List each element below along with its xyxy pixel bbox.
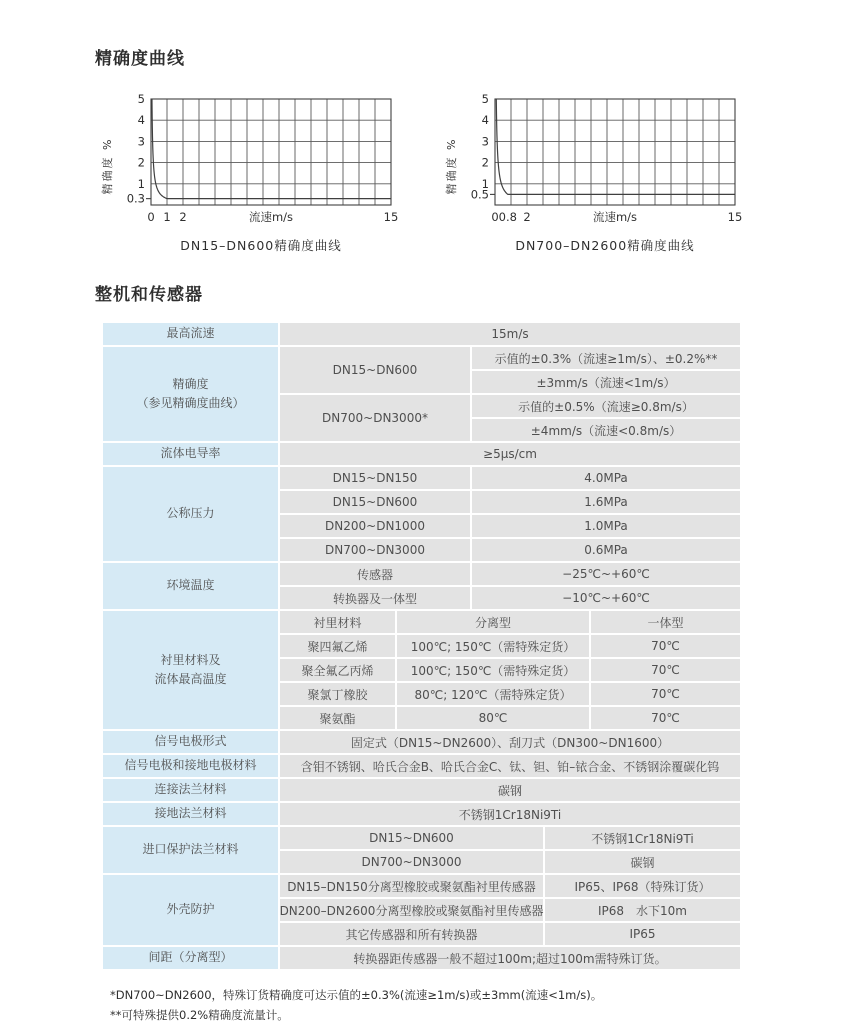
spec-value: 不锈钢1Cr18Ni9Ti (280, 803, 740, 825)
svg-text:3: 3 (481, 134, 489, 149)
spec-value: 80℃ (397, 707, 589, 729)
page-title-machine-and-sensor: 整机和传感器 (95, 285, 203, 305)
spec-value: 15m/s (280, 323, 740, 345)
spec-label: 公称压力 (103, 467, 278, 561)
spec-label: 进口保护法兰材料 (103, 827, 278, 873)
spec-range: 其它传感器和所有转换器 (280, 923, 543, 945)
spec-value: −25℃~+60℃ (472, 563, 740, 585)
spec-label: 环境温度 (103, 563, 278, 609)
spec-value: −10℃~+60℃ (472, 587, 740, 609)
svg-text:2: 2 (179, 210, 187, 224)
row-ambient-temp (103, 563, 740, 609)
row-ground-flange (103, 803, 740, 825)
footnote-1: *DN700~DN2600，特殊订货精确度可达示值的±0.3%(流速≥1m/s)或±3mm(流速<1m/s)。 (110, 988, 603, 1002)
spec-range: DN15~DN600 (280, 827, 543, 849)
chart-caption: DN15–DN600精确度曲线 (180, 238, 342, 253)
footnote-2: **可特殊提供0.2%精确度流量计。 (110, 1008, 289, 1023)
svg-text:5: 5 (481, 92, 489, 106)
spec-value: 4.0MPa (472, 467, 740, 489)
svg-text:1: 1 (163, 210, 171, 224)
spec-value: ±4mm/s（流速<0.8m/s） (472, 419, 740, 441)
spec-range: DN15~DN600 (280, 491, 470, 513)
spec-value: 固定式（DN15~DN2600）、刮刀式（DN300~DN1600） (280, 731, 740, 753)
svg-text:0: 0 (147, 210, 155, 224)
row-lining (103, 611, 740, 729)
svg-text:0.5: 0.5 (470, 187, 489, 202)
chart-block-dn15-dn600 (99, 91, 407, 254)
spec-label: 衬里材料及 流体最高温度 (103, 611, 278, 729)
svg-text:3: 3 (137, 134, 145, 149)
spec-value: 100℃; 150℃（需特殊定货） (397, 635, 589, 657)
spec-value: IP68 水下10m (545, 899, 740, 921)
spec-label: 信号电极形式 (103, 731, 278, 753)
spec-label: 流体电导率 (103, 443, 278, 465)
spec-value: 70℃ (591, 707, 740, 729)
spec-value: 不锈钢1Cr18Ni9Ti (545, 827, 740, 849)
accuracy-chart-dn15-dn600 (115, 91, 407, 229)
spec-value: 转换器距传感器一般不超过100m;超过100m需特殊订货。 (280, 947, 740, 969)
svg-text:4: 4 (481, 113, 489, 128)
row-electrode-form (103, 731, 740, 753)
svg-text:2: 2 (481, 155, 489, 170)
svg-text:流速m/s: 流速m/s (592, 210, 638, 224)
spec-value: ≥5μs/cm (280, 443, 740, 465)
row-max-speed (103, 323, 740, 345)
spec-range: DN15~DN150 (280, 467, 470, 489)
y-axis-label: 精确度 % (101, 137, 114, 194)
spec-label: 外壳防护 (103, 875, 278, 945)
spec-value: 70℃ (591, 635, 740, 657)
svg-text:15: 15 (727, 210, 743, 224)
spec-label: 精确度 （参见精确度曲线） (103, 347, 278, 441)
spec-value: 含钼不锈钢、哈氏合金B、哈氏合金C、钛、钽、铂–铱合金、不锈钢涂覆碳化钨 (280, 755, 740, 777)
spec-label: 最高流速 (103, 323, 278, 345)
spec-range: DN200~DN1000 (280, 515, 470, 537)
footnotes (110, 985, 854, 1025)
chart-block-dn700-dn2600 (443, 91, 751, 254)
spec-value: 1.0MPa (472, 515, 740, 537)
row-enclosure (103, 875, 740, 945)
accuracy-chart-dn700-dn2600 (459, 91, 751, 229)
spec-range: DN15~DN600 (280, 347, 470, 393)
spec-label: 信号电极和接地电极材料 (103, 755, 278, 777)
spec-range: 聚氨酯 (280, 707, 395, 729)
chart-caption: DN700–DN2600精确度曲线 (515, 238, 695, 253)
spec-value: IP65、IP68（特殊订货） (545, 875, 740, 897)
spec-range: 转换器及一体型 (280, 587, 470, 609)
spec-range: DN15–DN150分离型橡胶或聚氨酯衬里传感器 (280, 875, 543, 897)
accuracy-charts-row (99, 91, 854, 254)
svg-text:0.3: 0.3 (126, 191, 145, 206)
spec-range: DN200–DN2600分离型橡胶或聚氨酯衬里传感器 (280, 899, 543, 921)
column-header: 分离型 (397, 611, 589, 633)
spec-value: 100℃; 150℃（需特殊定货） (397, 659, 589, 681)
spec-value: 示值的±0.5%（流速≥0.8m/s） (472, 395, 740, 417)
spec-range: DN700~DN3000 (280, 539, 470, 561)
spec-value: 示值的±0.3%（流速≥1m/s）、±0.2%** (472, 347, 740, 369)
row-accuracy (103, 347, 740, 441)
column-header: 一体型 (591, 611, 740, 633)
spec-range: 聚四氟乙烯 (280, 635, 395, 657)
column-header: 衬里材料 (280, 611, 395, 633)
spec-range: DN700~DN3000* (280, 395, 470, 441)
spec-label: 间距（分离型） (103, 947, 278, 969)
svg-text:1: 1 (481, 176, 489, 191)
spec-range: 聚氯丁橡胶 (280, 683, 395, 705)
spec-range: DN700~DN3000 (280, 851, 543, 873)
spec-value: 80℃; 120℃（需特殊定货） (397, 683, 589, 705)
row-pressure (103, 467, 740, 561)
spec-table (103, 323, 740, 969)
y-axis-label: 精确度 % (445, 137, 458, 194)
spec-value: 碳钢 (545, 851, 740, 873)
row-connect-flange (103, 779, 740, 801)
row-conductivity (103, 443, 740, 465)
svg-text:流速m/s: 流速m/s (248, 210, 294, 224)
svg-text:0.8: 0.8 (498, 210, 517, 224)
page-title-accuracy-curves: 精确度曲线 (95, 49, 185, 69)
svg-text:1: 1 (137, 176, 145, 191)
row-spacing (103, 947, 740, 969)
spec-value: 0.6MPa (472, 539, 740, 561)
row-protect-flange (103, 827, 740, 873)
spec-value: IP65 (545, 923, 740, 945)
spec-range: 传感器 (280, 563, 470, 585)
svg-text:5: 5 (137, 92, 145, 106)
svg-text:15: 15 (383, 210, 399, 224)
row-electrode-material (103, 755, 740, 777)
spec-value: ±3mm/s（流速<1m/s） (472, 371, 740, 393)
svg-text:2: 2 (523, 210, 531, 224)
svg-text:2: 2 (137, 155, 145, 170)
svg-text:4: 4 (137, 113, 145, 128)
spec-label: 连接法兰材料 (103, 779, 278, 801)
svg-text:0: 0 (491, 210, 499, 224)
spec-value: 碳钢 (280, 779, 740, 801)
spec-range: 聚全氟乙丙烯 (280, 659, 395, 681)
spec-label: 接地法兰材料 (103, 803, 278, 825)
spec-value: 1.6MPa (472, 491, 740, 513)
spec-value: 70℃ (591, 659, 740, 681)
spec-value: 70℃ (591, 683, 740, 705)
